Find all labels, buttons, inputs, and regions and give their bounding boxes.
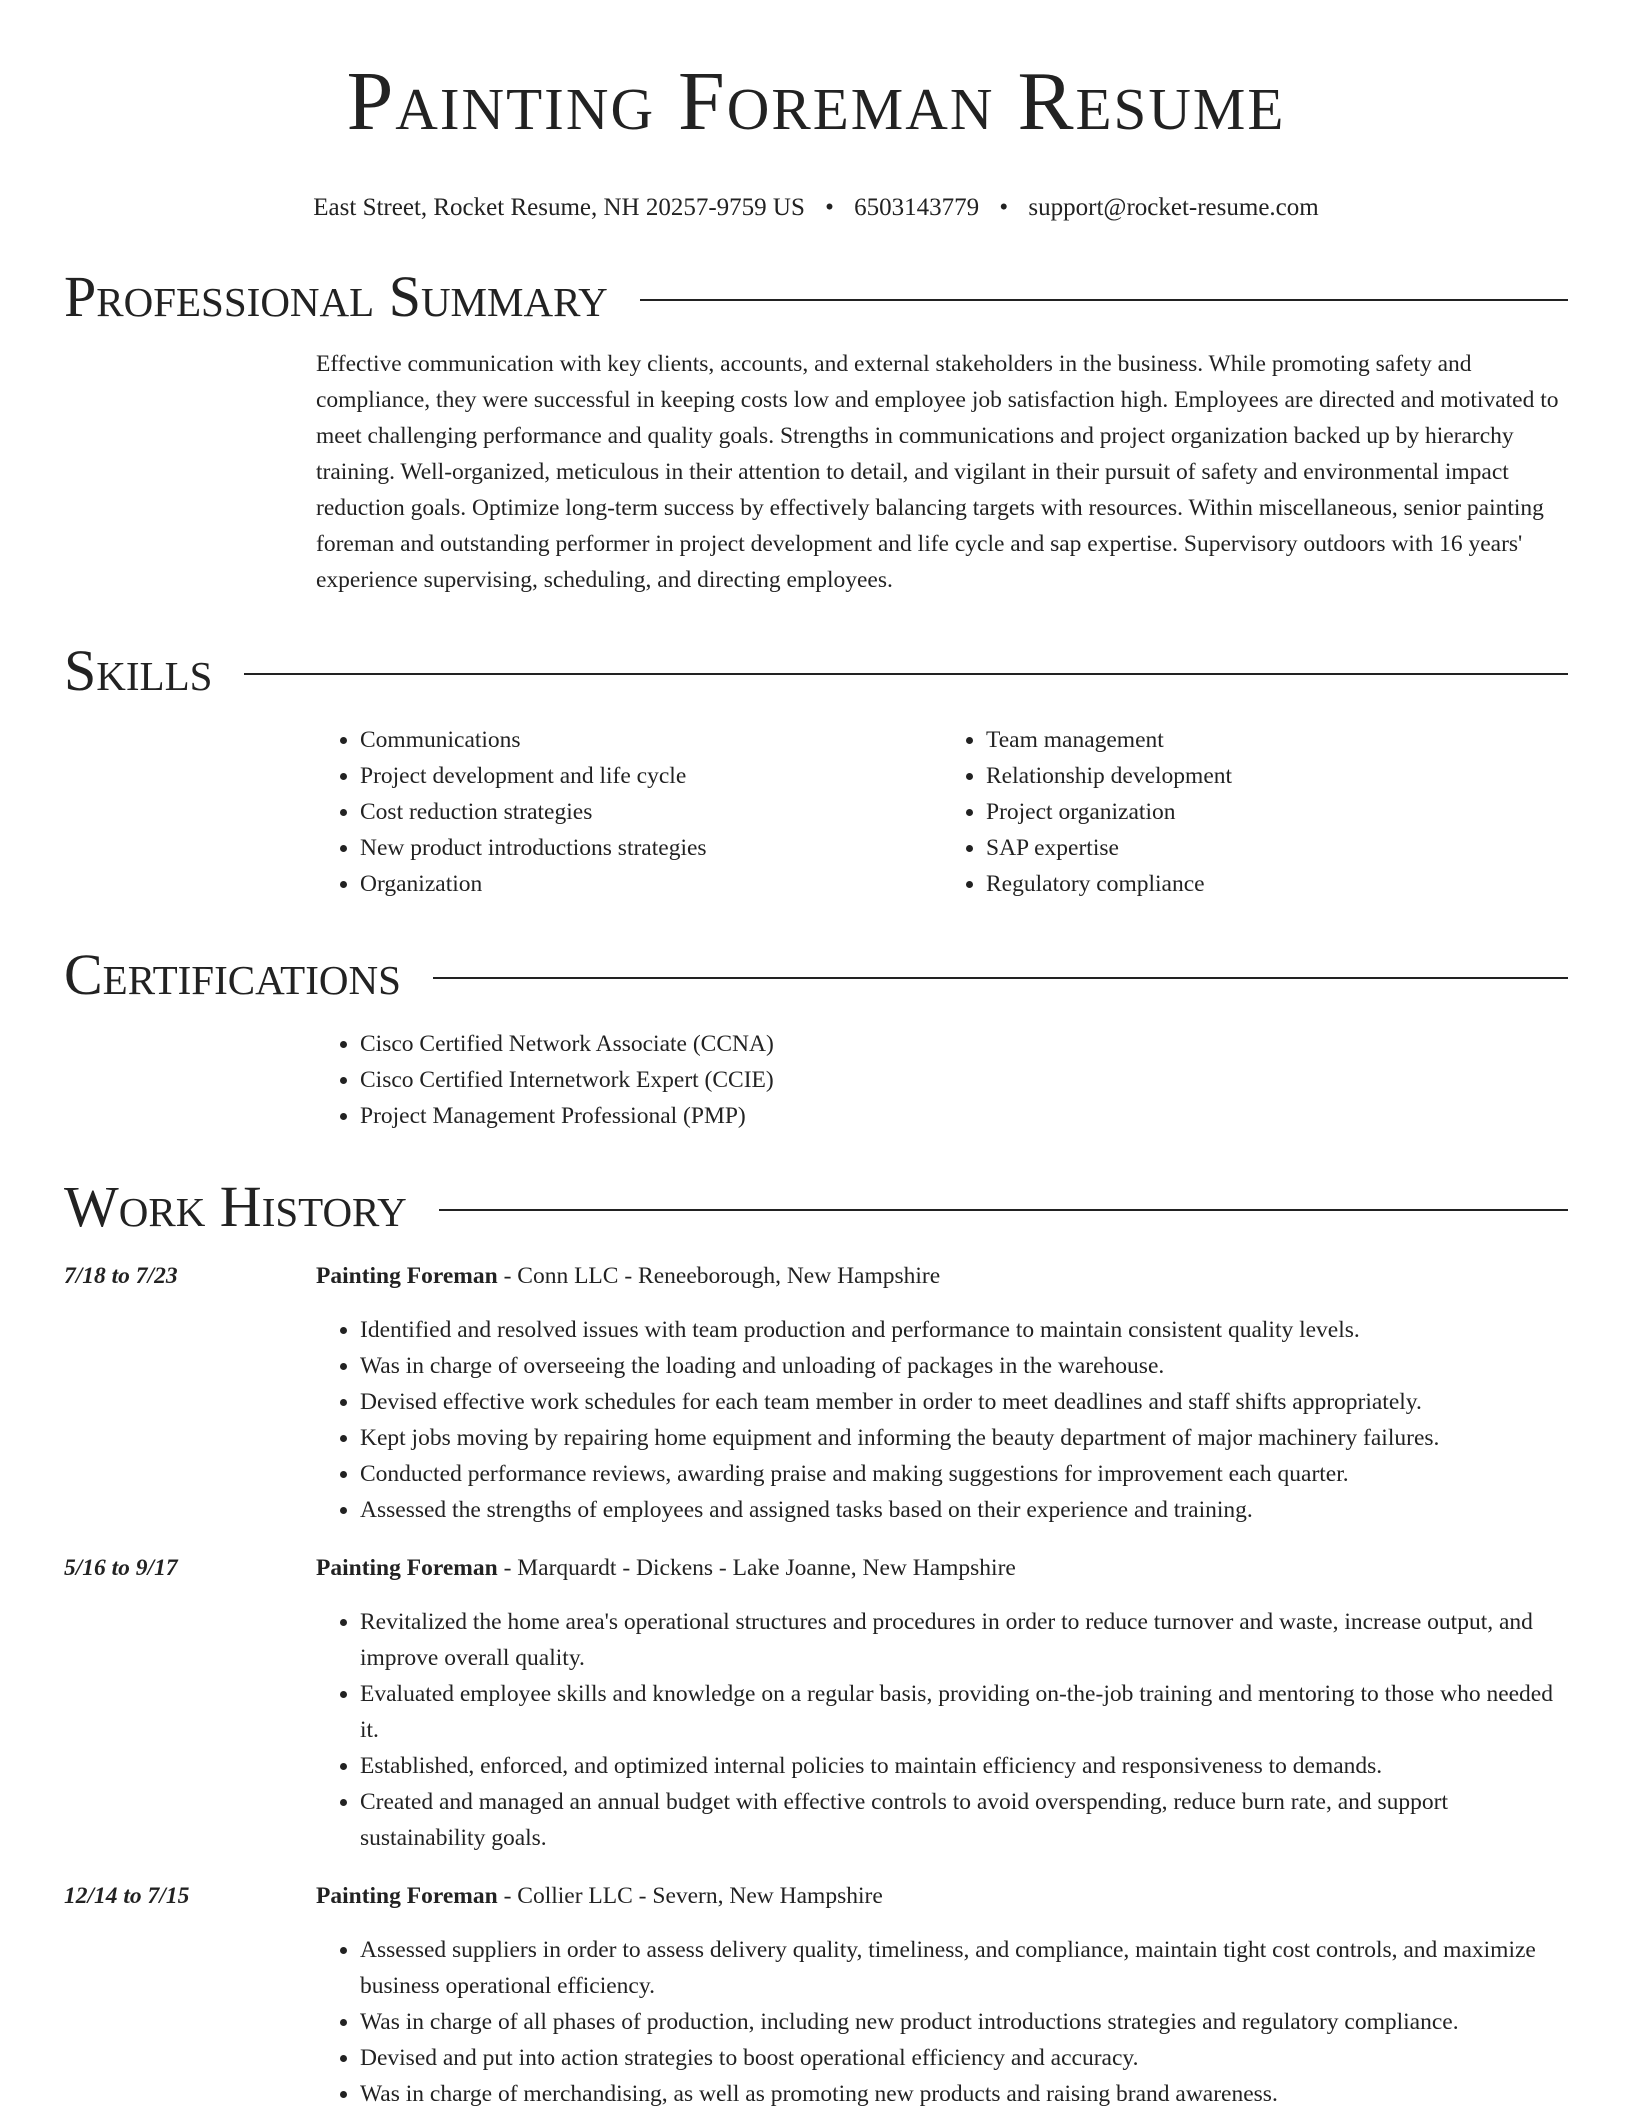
work-history (64, 1258, 1568, 2112)
job-dates: 12/14 to 7/15 (64, 1883, 190, 1909)
section-divider (244, 673, 1568, 675)
skills-list-left (316, 722, 942, 902)
skill-item: • Project organization (986, 794, 1568, 830)
contact-email: support@rocket-resume.com (1028, 194, 1319, 221)
job-bullets (316, 1932, 1568, 2112)
job-bullet: • Devised effective work schedules for each team member in order to meet deadlines and staff shifts appropriately. (360, 1384, 1568, 1420)
job-main (316, 1878, 1568, 2112)
certifications-body (316, 1026, 1568, 1134)
job-bullet: • Revitalized the home area's operational structures and procedures in order to reduce turnover and waste, increase output, and improve overall quality. (360, 1604, 1568, 1676)
job-details: - Conn LLC - Reneeborough, New Hampshire (497, 1263, 941, 1289)
summary-heading-row (64, 262, 1568, 332)
certification-item: • Project Management Professional (PMP) (360, 1098, 1568, 1134)
contact-address: East Street, Rocket Resume, NH 20257-9759 US (313, 194, 805, 221)
job-bullet: • Was in charge of all phases of production, including new product introductions strategies and regulatory compliance. (360, 2004, 1568, 2040)
certifications-heading-row (64, 940, 1568, 1010)
certifications-heading: Certifications (64, 942, 401, 1007)
job-bullet: • Established, enforced, and optimized internal policies to maintain efficiency and responsiveness to demands. (360, 1748, 1568, 1784)
skills-list-right (942, 722, 1568, 902)
contact-phone: 6503143779 (854, 194, 980, 221)
job-bullet: • Created and managed an annual budget with effective controls to avoid overspending, reduce burn rate, and support sustainability goals. (360, 1784, 1568, 1856)
job-main (316, 1550, 1568, 1856)
skill-item: • Organization (360, 866, 942, 902)
job-title: Painting Foreman (316, 1883, 498, 1909)
contact-separator: • (825, 194, 834, 221)
skills-body (316, 722, 1568, 902)
skill-item: • Regulatory compliance (986, 866, 1568, 902)
work-heading: Work History (64, 1174, 407, 1239)
skill-item: • Relationship development (986, 758, 1568, 794)
certification-item: • Cisco Certified Internetwork Expert (CCIE) (360, 1062, 1568, 1098)
job-entry (64, 1258, 1568, 1528)
skill-item: • Team management (986, 722, 1568, 758)
job-bullet: • Assessed the strengths of employees and assigned tasks based on their experience and training. (360, 1492, 1568, 1528)
job-main (316, 1258, 1568, 1528)
job-header (316, 1550, 1568, 1586)
job-entry (64, 1878, 1568, 2112)
job-title: Painting Foreman (316, 1555, 498, 1581)
skills-heading: Skills (64, 638, 213, 703)
job-title: Painting Foreman (316, 1263, 498, 1289)
certification-item: • Cisco Certified Network Associate (CCNA) (360, 1026, 1568, 1062)
contact-line (64, 192, 1568, 224)
job-details: - Marquardt - Dickens - Lake Joanne, New Hampshire (497, 1555, 1016, 1581)
job-details: - Collier LLC - Severn, New Hampshire (497, 1883, 883, 1909)
summary-heading: Professional Summary (64, 264, 608, 329)
section-divider (433, 977, 1568, 979)
job-header (316, 1258, 1568, 1294)
job-bullet: • Evaluated employee skills and knowledge on a regular basis, providing on-the-job training and mentoring to those who needed it. (360, 1676, 1568, 1748)
resume-title: Painting Foreman Resume (346, 55, 1286, 148)
job-bullets (316, 1604, 1568, 1856)
job-header (316, 1878, 1568, 1914)
contact-separator: • (999, 194, 1009, 221)
job-entry (64, 1550, 1568, 1856)
skill-item: • New product introductions strategies (360, 830, 942, 866)
job-bullet: • Was in charge of overseeing the loading and unloading of packages in the warehouse. (360, 1348, 1568, 1384)
job-bullet: • Was in charge of merchandising, as well as promoting new products and raising brand awareness. (360, 2076, 1568, 2112)
skill-item: • SAP expertise (986, 830, 1568, 866)
job-dates: 7/18 to 7/23 (64, 1263, 178, 1289)
job-bullet: • Assessed suppliers in order to assess delivery quality, timeliness, and compliance, maintain tight cost controls, and maximize business operational efficiency. (360, 1932, 1568, 2004)
skill-item: • Project development and life cycle (360, 758, 942, 794)
skills-grid (316, 722, 1568, 902)
job-bullet: • Identified and resolved issues with team production and performance to maintain consistent quality levels. (360, 1312, 1568, 1348)
certifications-list (316, 1026, 1568, 1134)
skills-heading-row (64, 636, 1568, 706)
job-bullets (316, 1312, 1568, 1528)
job-bullet: • Conducted performance reviews, awarding praise and making suggestions for improvement each quarter. (360, 1456, 1568, 1492)
job-dates: 5/16 to 9/17 (64, 1555, 178, 1581)
section-divider (640, 299, 1568, 301)
work-heading-row (64, 1172, 1568, 1242)
summary-text: Effective communication with key clients, accounts, and external stakeholders in the business. While promoting safety and compliance, they were successful in keeping costs low and employee job satisfaction high. Employees are directed and motivated to meet challenging performance and quality goals. Strengths in communications and project organization backed up by hierarchy training. Well-organized, meticulous in their attention to detail, and vigilant in their pursuit of safety and environmental impact reduction goals. Optimize long-term success by effectively balancing targets with resources. Within miscellaneous, senior painting foreman and outstanding performer in project development and life cycle and sap expertise. Supervisory outdoors with 16 years' experience supervising, scheduling, and directing employees. (316, 351, 1559, 593)
skill-item: • Cost reduction strategies (360, 794, 942, 830)
section-divider (439, 1209, 1568, 1211)
summary-body (316, 346, 1568, 598)
job-bullet: • Kept jobs moving by repairing home equipment and informing the beauty department of major machinery failures. (360, 1420, 1568, 1456)
job-bullet: • Devised and put into action strategies to boost operational efficiency and accuracy. (360, 2040, 1568, 2076)
skill-item: • Communications (360, 722, 942, 758)
